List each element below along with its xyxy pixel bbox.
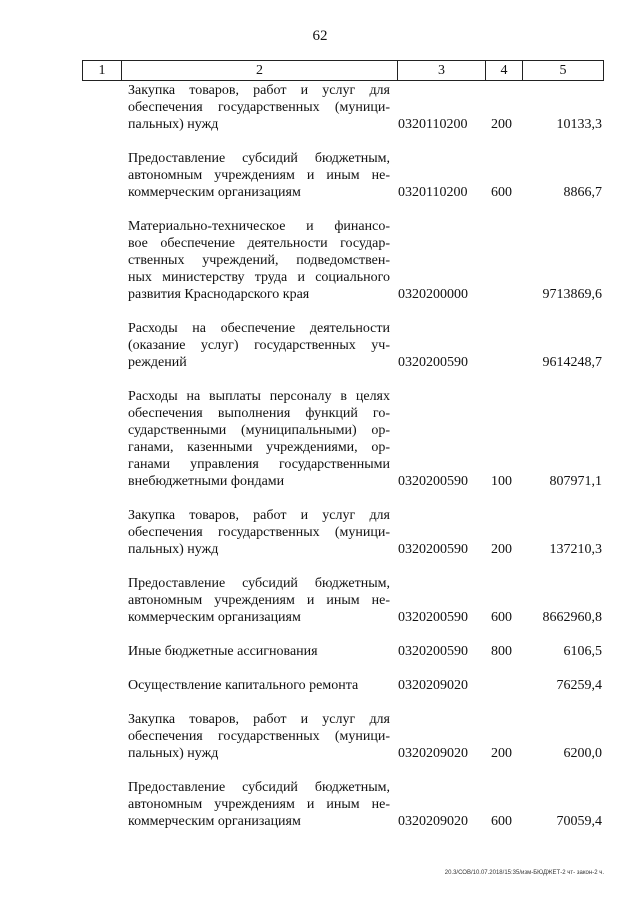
row-description — [128, 150, 390, 201]
description-line: внебюджетными фондами — [128, 474, 285, 489]
header-col-2: 2 — [122, 61, 398, 80]
row-expense-type: 600 — [491, 814, 512, 829]
description-line: обеспечения выполнения функций го- — [128, 406, 390, 421]
row-code: 0320200590 — [398, 474, 468, 489]
description-line: Закупка товаров, работ и услуг для — [128, 508, 390, 523]
description-line: Расходы на обеспечение деятельности — [128, 321, 390, 336]
description-line: автономным учреждениям и иным не- — [128, 593, 390, 608]
description-line: ганами управления государственными — [128, 457, 390, 472]
description-line: обеспечения государственных (муници- — [128, 525, 390, 540]
row-amount: 70059,4 — [556, 814, 602, 829]
description-line: Иные бюджетные ассигнования — [128, 644, 318, 659]
table-row — [0, 575, 640, 626]
description-line: ганами, казенными учреждениями, ор- — [128, 440, 390, 455]
row-expense-type: 200 — [491, 746, 512, 761]
row-description — [128, 320, 390, 371]
table-row — [0, 643, 640, 660]
table-row — [0, 150, 640, 201]
row-amount: 10133,3 — [556, 117, 602, 132]
row-description — [128, 507, 390, 558]
row-code: 0320200000 — [398, 287, 468, 302]
table-row — [0, 711, 640, 762]
row-description — [128, 779, 390, 830]
row-description — [128, 711, 390, 762]
description-line: коммерческим организациям — [128, 610, 301, 625]
row-code: 0320110200 — [398, 117, 468, 132]
description-line: автономным учреждениям и иным не- — [128, 797, 390, 812]
footer-file-stamp: 20.3/СОВ/10.07.2018/15:35/изм-БЮДЖЕТ-2 чт- закон-2 ч. — [444, 870, 604, 876]
row-amount: 76259,4 — [556, 678, 602, 693]
row-description — [128, 218, 390, 303]
description-line: обеспечения государственных (муници- — [128, 729, 390, 744]
row-amount: 807971,1 — [549, 474, 602, 489]
row-code: 0320200590 — [398, 644, 468, 659]
description-line: коммерческим организациям — [128, 814, 301, 829]
table-row — [0, 779, 640, 830]
description-line: реждений — [128, 355, 187, 370]
row-description — [128, 643, 390, 660]
row-expense-type: 100 — [491, 474, 512, 489]
header-col-3: 3 — [398, 61, 486, 80]
description-line: Предоставление субсидий бюджетным, — [128, 151, 390, 166]
description-line: сударственными (муниципальными) ор- — [128, 423, 390, 438]
description-line: Расходы на выплаты персоналу в целях — [128, 389, 390, 404]
row-code: 0320209020 — [398, 678, 468, 693]
description-line: обеспечения государственных (муници- — [128, 100, 390, 115]
description-line: Закупка товаров, работ и услуг для — [128, 83, 390, 98]
row-expense-type: 600 — [491, 610, 512, 625]
row-description — [128, 388, 390, 490]
page-number: 62 — [312, 28, 328, 44]
row-description — [128, 82, 390, 133]
description-line: ственных учреждений, подведомствен- — [128, 253, 390, 268]
header-col-4: 4 — [486, 61, 523, 80]
row-amount: 8866,7 — [563, 185, 602, 200]
header-col-1: 1 — [83, 61, 122, 80]
description-line: пальных) нужд — [128, 117, 219, 132]
description-line: Материально-техническое и финансо- — [128, 219, 390, 234]
row-description — [128, 575, 390, 626]
description-line: (оказание услуг) государственных уч- — [128, 338, 390, 353]
header-col-5: 5 — [559, 63, 567, 78]
description-line: коммерческим организациям — [128, 185, 301, 200]
row-code: 0320110200 — [398, 185, 468, 200]
row-amount: 6106,5 — [563, 644, 602, 659]
row-amount: 9614248,7 — [542, 355, 602, 370]
row-code: 0320209020 — [398, 814, 468, 829]
table-body — [0, 82, 640, 847]
description-line: Осуществление капитального ремонта — [128, 678, 359, 693]
table-row — [0, 218, 640, 303]
table-row — [0, 677, 640, 694]
row-amount: 8662960,8 — [542, 610, 602, 625]
row-amount: 137210,3 — [549, 542, 602, 557]
row-expense-type: 600 — [491, 185, 512, 200]
row-expense-type: 200 — [491, 542, 512, 557]
description-line: пальных) нужд — [128, 542, 219, 557]
description-line: Предоставление субсидий бюджетным, — [128, 576, 390, 591]
description-line: развития Краснодарского края — [128, 287, 310, 302]
description-line: Закупка товаров, работ и услуг для — [128, 712, 390, 727]
row-expense-type: 800 — [491, 644, 512, 659]
description-line: ных министерству труда и социального — [128, 270, 390, 285]
row-amount: 9713869,6 — [542, 287, 602, 302]
row-code: 0320200590 — [398, 542, 468, 557]
row-code: 0320200590 — [398, 610, 468, 625]
row-description — [128, 677, 390, 694]
description-line: вое обеспечение деятельности государ- — [128, 236, 390, 251]
table-row — [0, 388, 640, 490]
table-header — [82, 60, 604, 81]
table-row — [0, 82, 640, 133]
description-line: Предоставление субсидий бюджетным, — [128, 780, 390, 795]
row-expense-type: 200 — [491, 117, 512, 132]
row-code: 0320200590 — [398, 355, 468, 370]
row-code: 0320209020 — [398, 746, 468, 761]
row-amount: 6200,0 — [563, 746, 602, 761]
description-line: пальных) нужд — [128, 746, 219, 761]
table-row — [0, 320, 640, 371]
description-line: автономным учреждениям и иным не- — [128, 168, 390, 183]
table-row — [0, 507, 640, 558]
